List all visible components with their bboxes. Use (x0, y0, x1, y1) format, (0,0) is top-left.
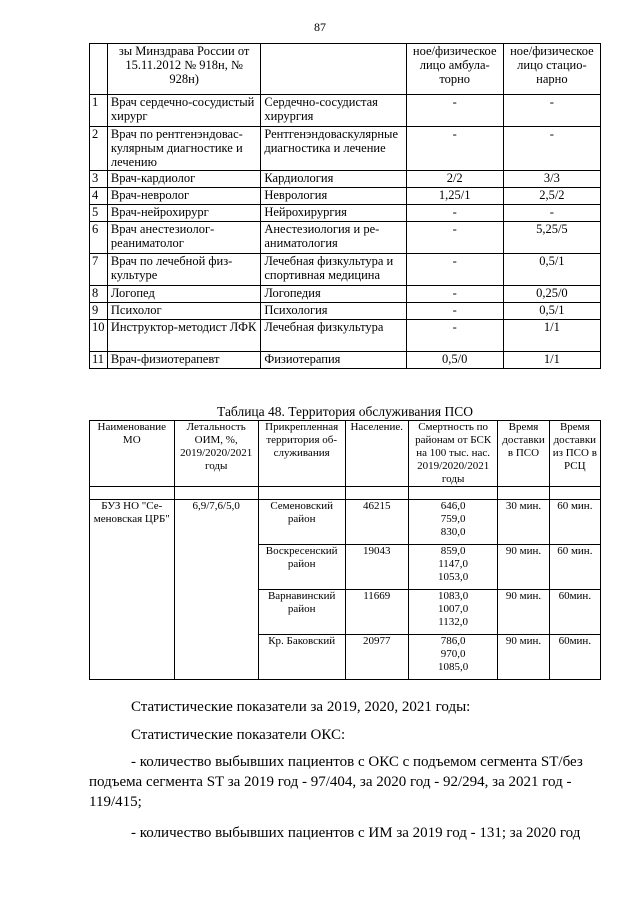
table-caption: Таблица 48. Территория обслуживания ПСО (217, 404, 473, 419)
staffing-table (89, 43, 601, 369)
outpatient-cell: 1,25/1 (406, 188, 503, 205)
header-cell: ное/физическое лицо амбула-торно (406, 44, 503, 95)
specialist-cell: Логопед (107, 286, 260, 303)
spacer-cell (498, 487, 549, 500)
table-row (90, 205, 601, 222)
header-cell: ное/физическое лицо стацио-нарно (503, 44, 600, 95)
row-number: 7 (90, 254, 108, 286)
spacer-cell (258, 487, 345, 500)
inpatient-cell: 5,25/5 (503, 222, 600, 254)
spacer-cell (90, 487, 175, 500)
outpatient-cell: - (406, 95, 503, 127)
outpatient-cell: - (406, 254, 503, 286)
row-number: 10 (90, 320, 108, 352)
mortality-value: 1085,0 (438, 661, 469, 673)
table-header-row (90, 421, 601, 487)
row-number: 4 (90, 188, 108, 205)
inpatient-cell: 1/1 (503, 352, 600, 369)
page-number: 87 (314, 20, 326, 34)
header-cell: Время доставки из ПСО в РСЦ (549, 421, 600, 487)
mortality-value: 1147,0 (438, 558, 469, 570)
profile-cell: Лечебная физкультура (261, 320, 406, 352)
mortality-value: 759,0 (440, 513, 466, 525)
paragraph-oks-intro: Статистические показатели ОКС: (131, 727, 346, 743)
table-row (90, 222, 601, 254)
table-row (90, 320, 601, 352)
table-row (90, 171, 601, 188)
mortality-value: 1083,0 (438, 590, 469, 602)
mortality-value: 1007,0 (438, 603, 469, 615)
table-row (90, 254, 601, 286)
outpatient-cell: - (406, 205, 503, 222)
table-row (90, 352, 601, 369)
profile-cell: Лечебная физкультура и спортивная медицина (261, 254, 406, 286)
specialist-cell: Врач сердечно-сосудистый хирург (107, 95, 260, 127)
inpatient-cell: 0,5/1 (503, 303, 600, 320)
spacer-row (90, 487, 601, 500)
delivery-rsc-cell: 60 мин. (549, 500, 600, 545)
profile-cell: Психология (261, 303, 406, 320)
specialist-cell: Врач-нейрохирург (107, 205, 260, 222)
delivery-pso-cell: 90 мин. (498, 545, 549, 590)
inpatient-cell: 3/3 (503, 171, 600, 188)
profile-cell: Нейрохирургия (261, 205, 406, 222)
header-cell: Наименование МО (90, 421, 175, 487)
header-cell: Прикрепленная территория об-служивания (258, 421, 345, 487)
paragraph-stats-intro: Статистические показатели за 2019, 2020, 2021 годы: (131, 699, 471, 715)
specialist-cell: Врач-физиотерапевт (107, 352, 260, 369)
header-cell (107, 44, 260, 95)
mortality-cell (408, 545, 497, 590)
delivery-rsc-cell: 60мин. (549, 590, 600, 635)
population-cell: 19043 (345, 545, 408, 590)
table-row (90, 127, 601, 171)
table-row (90, 286, 601, 303)
spacer-cell (549, 487, 600, 500)
specialist-cell: Врач-невролог (107, 188, 260, 205)
profile-cell: Кардиология (261, 171, 406, 188)
territory-table (89, 420, 601, 680)
row-number: 2 (90, 127, 108, 171)
delivery-pso-cell: 90 мин. (498, 635, 549, 680)
table-row (90, 303, 601, 320)
specialist-cell: Врач анестезиолог-реаниматолог (107, 222, 260, 254)
mortality-value: 970,0 (440, 648, 466, 660)
mortality-value: 646,0 (440, 500, 466, 512)
inpatient-cell: 0,5/1 (503, 254, 600, 286)
population-cell: 11669 (345, 590, 408, 635)
mortality-value: 859,0 (440, 545, 466, 557)
inpatient-cell: 1/1 (503, 320, 600, 352)
profile-cell: Сердечно-сосудистая хирургия (261, 95, 406, 127)
specialist-cell: Врач по рентгенэндовас-кулярным диагностике и лечению (107, 127, 260, 171)
table-header-row (90, 44, 601, 95)
mortality-cell (408, 635, 497, 680)
inpatient-cell: - (503, 127, 600, 171)
mo-name-cell: БУЗ НО "Се-меновская ЦРБ" (90, 500, 175, 680)
delivery-pso-cell: 30 мин. (498, 500, 549, 545)
specialist-cell: Психолог (107, 303, 260, 320)
profile-cell: Физиотерапия (261, 352, 406, 369)
mortality-value: 830,0 (440, 526, 466, 538)
row-number: 1 (90, 95, 108, 127)
row-number: 3 (90, 171, 108, 188)
specialist-cell: Врач-кардиолог (107, 171, 260, 188)
profile-cell: Логопедия (261, 286, 406, 303)
spacer-cell (345, 487, 408, 500)
specialist-cell: Инструктор-методист ЛФК (107, 320, 260, 352)
mortality-value: 1132,0 (438, 616, 469, 628)
territory-cell: Кр. Баковский (258, 635, 345, 680)
header-text: зы Минздрава России от 15.11.2012 № 918н, № 928н) (118, 44, 250, 86)
mortality-value: 1053,0 (438, 571, 469, 583)
row-number: 6 (90, 222, 108, 254)
population-cell: 20977 (345, 635, 408, 680)
outpatient-cell: - (406, 222, 503, 254)
delivery-rsc-cell: 60мин. (549, 635, 600, 680)
profile-cell: Рентгенэндоваскулярные диагностика и лечение (261, 127, 406, 171)
row-number: 11 (90, 352, 108, 369)
outpatient-cell: 0,5/0 (406, 352, 503, 369)
table-row (90, 95, 601, 127)
outpatient-cell: - (406, 303, 503, 320)
paragraph-mi-count: - количество выбывших пациентов с ИМ за 2019 год - 131; за 2020 год (131, 825, 581, 841)
inpatient-cell: 0,25/0 (503, 286, 600, 303)
mortality-cell (408, 500, 497, 545)
spacer-cell (408, 487, 497, 500)
inpatient-cell: 2,5/2 (503, 188, 600, 205)
header-cell: Смертность по районам от БСК на 100 тыс. нас. 2019/2020/2021 годы (408, 421, 497, 487)
population-cell: 46215 (345, 500, 408, 545)
inpatient-cell: - (503, 205, 600, 222)
header-cell (261, 44, 406, 95)
delivery-rsc-cell: 60 мин. (549, 545, 600, 590)
territory-cell: Варнавинский район (258, 590, 345, 635)
table-row (90, 500, 601, 545)
header-cell: Время доставки в ПСО (498, 421, 549, 487)
header-cell (90, 44, 108, 95)
inpatient-cell: - (503, 95, 600, 127)
mortality-cell (408, 590, 497, 635)
profile-cell: Неврология (261, 188, 406, 205)
row-number: 9 (90, 303, 108, 320)
lethality-cell: 6,9/7,6/5,0 (174, 500, 258, 680)
outpatient-cell: - (406, 286, 503, 303)
row-number: 5 (90, 205, 108, 222)
header-cell: Летальность ОИМ, %, 2019/2020/2021 годы (174, 421, 258, 487)
delivery-pso-cell: 90 мин. (498, 590, 549, 635)
profile-cell: Анестезиология и ре-аниматология (261, 222, 406, 254)
mortality-value: 786,0 (440, 635, 466, 647)
spacer-cell (174, 487, 258, 500)
paragraph-oks-count: - количество выбывших пациентов с ОКС с подъемом сегмента ST/без подъема сегмента ST за 2019 год - 97/404, за 2020 год - 92/294, за 2021 год - 119/415; (89, 754, 583, 810)
territory-cell: Воскресенский район (258, 545, 345, 590)
territory-cell: Семеновский район (258, 500, 345, 545)
row-number: 8 (90, 286, 108, 303)
outpatient-cell: 2/2 (406, 171, 503, 188)
outpatient-cell: - (406, 127, 503, 171)
table-row (90, 188, 601, 205)
outpatient-cell: - (406, 320, 503, 352)
specialist-cell: Врач по лечебной физ-культуре (107, 254, 260, 286)
header-cell: Население. (345, 421, 408, 487)
